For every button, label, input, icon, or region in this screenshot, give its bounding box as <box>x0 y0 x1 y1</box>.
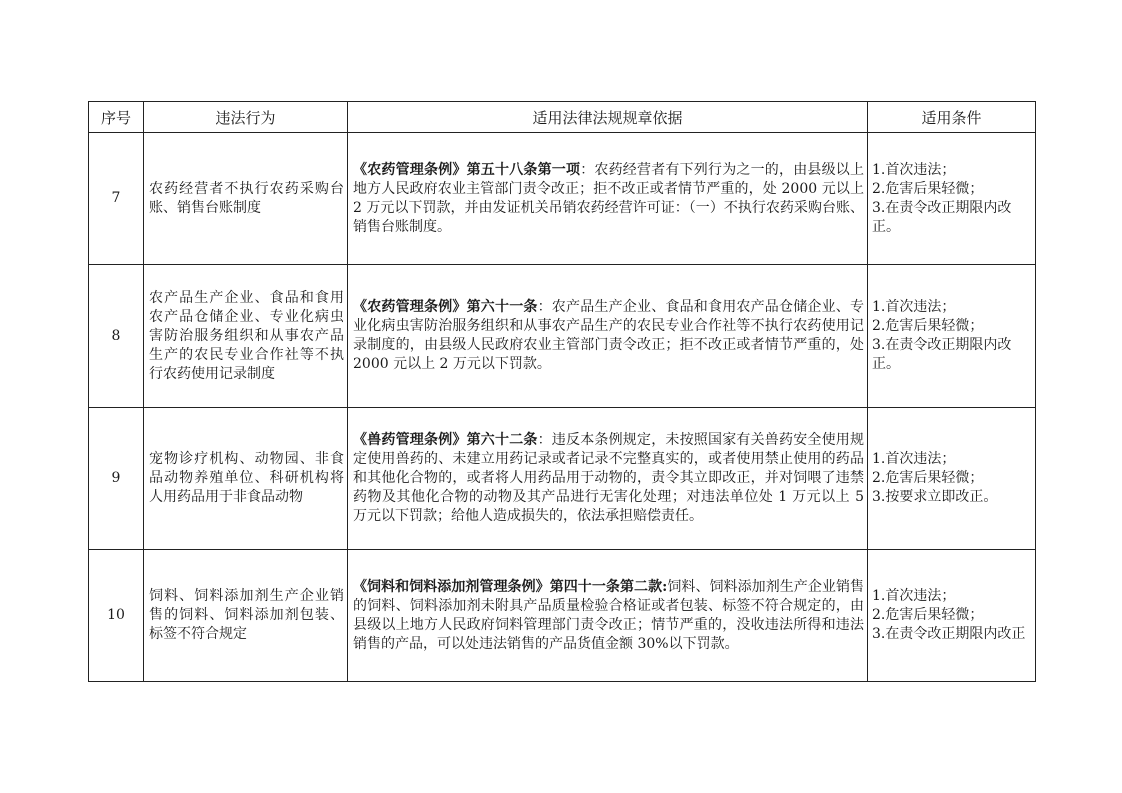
row-basis <box>348 265 868 408</box>
law-title: 《农药管理条例》第五十八条第一项 <box>353 161 581 178</box>
table-row <box>89 133 1036 265</box>
row-conditions <box>868 133 1036 265</box>
condition-item: 1.首次违法； <box>872 588 956 604</box>
table-row <box>89 265 1036 408</box>
condition-item: 2.危害后果轻微； <box>872 180 984 197</box>
row-seq: 8 <box>89 265 144 408</box>
row-conditions <box>868 408 1036 550</box>
law-title: 《农药管理条例》第六十一条 <box>353 299 538 315</box>
regulation-table <box>88 101 1036 682</box>
law-text: ：农药经营者有下列行为之一的，由县级以上地方人民政府农业主管部门责令改正；拒不改正或者情节严重的，处 2000 元以上 2 万元以下罚款，并由发证机关吊销农药经营许可证：（一）不执行农药采购台账、销售台账制度。 <box>353 161 865 235</box>
condition-item: 3.在责令改正期限内改正。 <box>872 199 1012 235</box>
row-basis <box>348 408 868 550</box>
header-violation: 违法行为 <box>144 102 348 133</box>
condition-item: 3.在责令改正期限内改正。 <box>872 337 1012 372</box>
condition-item: 2.危害后果轻微； <box>872 470 984 486</box>
row-conditions <box>868 265 1036 408</box>
row-violation: 饲料、饲料添加剂生产企业销售的饲料、饲料添加剂包装、标签不符合规定 <box>144 550 348 682</box>
row-violation: 宠物诊疗机构、动物园、非食品动物养殖单位、科研机构将人用药品用于非食品动物 <box>144 408 348 550</box>
row-seq: 9 <box>89 408 144 550</box>
table-header-row <box>89 102 1036 133</box>
table-row <box>89 550 1036 682</box>
row-basis <box>348 550 868 682</box>
condition-item: 3.在责令改正期限内改正 <box>872 626 1026 642</box>
condition-item: 1.首次违法； <box>872 161 956 178</box>
law-title: 《兽药管理条例》第六十二条 <box>353 432 538 448</box>
condition-item: 3.按要求立即改正。 <box>872 489 998 505</box>
condition-item: 2.危害后果轻微； <box>872 318 984 334</box>
row-violation: 农产品生产企业、食品和食用农产品仓储企业、专业化病虫害防治服务组织和从事农产品生产的农民专业合作社等不执行农药使用记录制度 <box>144 265 348 408</box>
row-conditions <box>868 550 1036 682</box>
row-seq: 7 <box>89 133 144 265</box>
table-row <box>89 408 1036 550</box>
law-text: ：农产品生产企业、食品和食用农产品仓储企业、专业化病虫害防治服务组织和从事农产品生产的农民专业合作社等不执行农药使用记录制度的，由县级人民政府农业主管部门责令改正；拒不改正或者情节严重的，处 2000 元以上 2 万元以下罚款。 <box>353 299 865 372</box>
header-basis: 适用法律法规规章依据 <box>348 102 868 133</box>
condition-item: 1.首次违法； <box>872 451 956 467</box>
law-text: 饲料、饲料添加剂生产企业销售的饲料、饲料添加剂未附具产品质量检验合格证或者包装、标签不符合规定的，由县级以上地方人民政府饲料管理部门责令改正；情节严重的，没收违法所得和违法销售的产品，可以处违法销售的产品货值金额 30%以下罚款。 <box>353 578 865 652</box>
header-conditions: 适用条件 <box>868 102 1036 133</box>
condition-item: 2.危害后果轻微； <box>872 607 984 623</box>
header-seq: 序号 <box>89 102 144 133</box>
row-seq: 10 <box>89 550 144 682</box>
law-text: ：违反本条例规定，未按照国家有关兽药安全使用规定使用兽药的、未建立用药记录或者记录不完整真实的，或者使用禁止使用的药品和其他化合物的，或者将人用药品用于动物的，责令其立即改正，并对饲喂了违禁药物及其他化合物的动物及其产品进行无害化处理；对违法单位处 1 万元以上 5 万元以下罚款；给他人造成损失的，依法承担赔偿责任。 <box>353 432 865 524</box>
row-violation: 农药经营者不执行农药采购台账、销售台账制度 <box>144 133 348 265</box>
condition-item: 1.首次违法； <box>872 299 956 315</box>
law-title: 《饲料和饲料添加剂管理条例》第四十一条第二款: <box>353 578 668 595</box>
row-basis <box>348 133 868 265</box>
